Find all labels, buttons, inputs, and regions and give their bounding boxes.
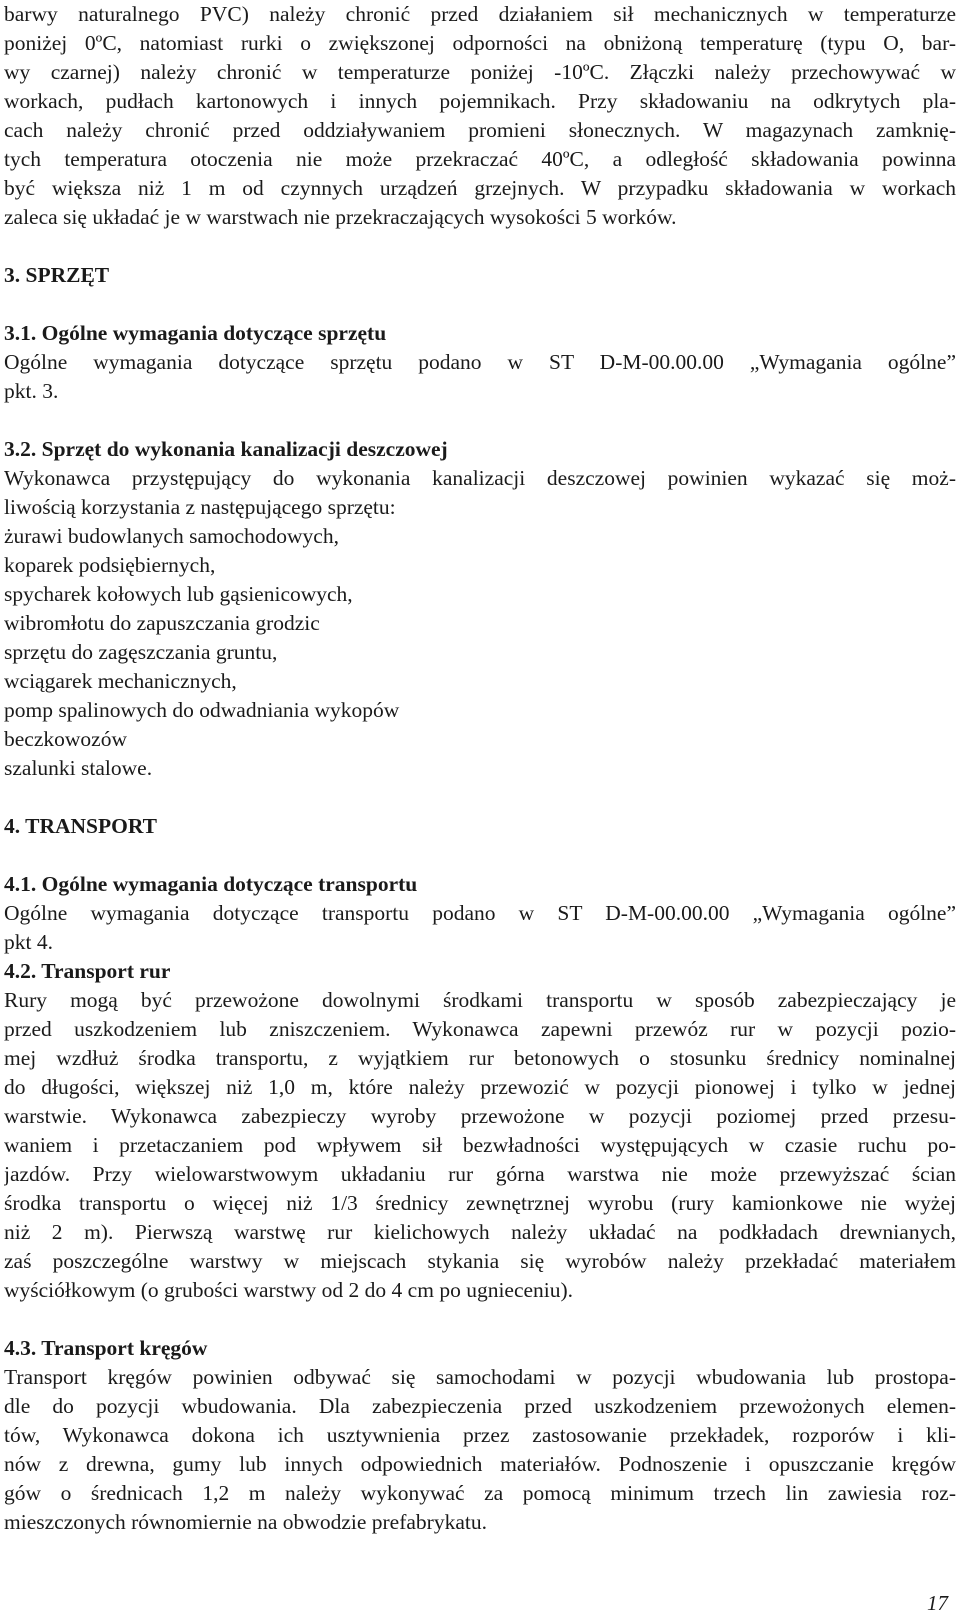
- text-line: poniżej 0ºC, natomiast rurki o zwiększonej odporności na obniżoną temperaturę (typu O, bar-: [4, 31, 956, 55]
- section-4-2-heading: 4.2. Transport rur: [4, 959, 171, 983]
- text-line: nów z drewna, gumy lub innych odpowiednich materiałów. Podnoszenie i opuszczanie kręgów: [4, 1452, 956, 1476]
- equipment-list: [4, 522, 956, 783]
- list-item: szalunki stalowe.: [4, 756, 153, 780]
- list-item: pomp spalinowych do odwadniania wykopów: [4, 698, 400, 722]
- text-line: być większa niż 1 m od czynnych urządzeń grzejnych. W przypadku składowania w workach: [4, 176, 956, 200]
- document-page: [4, 0, 956, 1537]
- spacer: [4, 1305, 956, 1334]
- list-item: żurawi budowlanych samochodowych,: [4, 524, 339, 548]
- text-line: wy czarnej) należy chronić w temperaturze poniżej -10ºC. Złączki należy przechowywać w: [4, 60, 956, 84]
- text-line: waniem i przetaczaniem pod wpływem sił bezwładności występujących w czasie ruchu po-: [4, 1133, 956, 1157]
- text-line: mej wzdłuż środka transportu, z wyjątkiem rur betonowych o stosunku średnicy nominalnej: [4, 1046, 956, 1070]
- text-line: liwością korzystania z następującego sprzętu:: [4, 495, 396, 519]
- text-line: Transport kręgów powinien odbywać się samochodami w pozycji wbudowania lub prostopa-: [4, 1365, 956, 1389]
- spacer: [4, 841, 956, 870]
- spacer: [4, 406, 956, 435]
- list-item: spycharek kołowych lub gąsienicowych,: [4, 582, 353, 606]
- list-item: koparek podsiębiernych,: [4, 553, 216, 577]
- spacer: [4, 783, 956, 812]
- transport-rings-paragraph: [4, 1363, 956, 1537]
- section-3-heading: 3. SPRZĘT: [4, 263, 110, 287]
- text-line: Ogólne wymagania dotyczące sprzętu podano w ST D-M-00.00.00 „Wymagania ogólne”: [4, 350, 956, 374]
- text-line: zaleca się układać je w warstwach nie przekraczających wysokości 5 worków.: [4, 205, 677, 229]
- text-line: barwy naturalnego PVC) należy chronić przed działaniem sił mechanicznych w temperaturze: [4, 2, 956, 26]
- text-line: niż 2 m). Pierwszą warstwę rur kielichowych należy układać na podkładach drewnianych,: [4, 1220, 956, 1244]
- spacer: [4, 290, 956, 319]
- text-line: pkt. 3.: [4, 379, 59, 403]
- intro-paragraph: [4, 0, 956, 232]
- text-line: środka transportu o więcej niż 1/3 średnicy zewnętrznej wyrobu (rury kamionkowe nie wyżej: [4, 1191, 956, 1215]
- list-item: sprzętu do zagęszczania gruntu,: [4, 640, 278, 664]
- text-line: warstwie. Wykonawca zabezpieczy wyroby przewożone w pozycji poziomej przed przesu-: [4, 1104, 956, 1128]
- section-4-1-heading: 4.1. Ogólne wymagania dotyczące transportu: [4, 872, 418, 896]
- text-line: Ogólne wymagania dotyczące transportu podano w ST D-M-00.00.00 „Wymagania ogólne”: [4, 901, 956, 925]
- text-line: wyściółkowym (o grubości warstwy od 2 do 4 cm po ugnieceniu).: [4, 1278, 574, 1302]
- transport-pipes-paragraph: [4, 986, 956, 1305]
- text-line: workach, pudłach kartonowych i innych pojemnikach. Przy składowaniu na odkrytych pla-: [4, 89, 956, 113]
- text-line: jazdów. Przy wielowarstwowym układaniu rur górna warstwa nie może przewyższać ścian: [4, 1162, 956, 1186]
- spacer: [4, 232, 956, 261]
- text-line: tów, Wykonawca dokona ich usztywnienia przez zastosowanie przekładek, rozporów i kli-: [4, 1423, 956, 1447]
- page-number: 17: [927, 1591, 948, 1615]
- list-item: wibromłotu do zapuszczania grodzic: [4, 611, 320, 635]
- text-line: dle do pozycji wbudowania. Dla zabezpieczenia przed uszkodzeniem przewożonych elemen-: [4, 1394, 956, 1418]
- text-line: mieszczonych równomiernie na obwodzie prefabrykatu.: [4, 1510, 487, 1534]
- text-line: tych temperatura otoczenia nie może przekraczać 40ºC, a odległość składowania powinna: [4, 147, 956, 171]
- text-line: Rury mogą być przewożone dowolnymi środkami transportu w sposób zabezpieczający je: [4, 988, 956, 1012]
- text-line: pkt 4.: [4, 930, 53, 954]
- section-3-1-heading: 3.1. Ogólne wymagania dotyczące sprzętu: [4, 321, 387, 345]
- text-line: przed uszkodzeniem lub zniszczeniem. Wykonawca zapewni przewóz rur w pozycji pozio-: [4, 1017, 956, 1041]
- section-4-3-heading: 4.3. Transport kręgów: [4, 1336, 208, 1360]
- list-item: beczkowozów: [4, 727, 127, 751]
- text-line: cach należy chronić przed oddziaływaniem promieni słonecznych. W magazynach zamknię-: [4, 118, 956, 142]
- list-item: wciągarek mechanicznych,: [4, 669, 237, 693]
- text-line: Wykonawca przystępujący do wykonania kanalizacji deszczowej powinien wykazać się moż-: [4, 466, 956, 490]
- section-3-2-heading: 3.2. Sprzęt do wykonania kanalizacji deszczowej: [4, 437, 448, 461]
- text-line: gów o średnicach 1,2 m należy wykonywać za pomocą minimum trzech lin zawiesia roz-: [4, 1481, 956, 1505]
- text-line: zaś poszczególne warstwy w miejscach stykania się wyrobów należy przekładać materiałem: [4, 1249, 956, 1273]
- section-4-heading: 4. TRANSPORT: [4, 814, 157, 838]
- text-line: do długości, większej niż 1,0 m, które należy przewozić w pozycji pionowej i tylko w jednej: [4, 1075, 956, 1099]
